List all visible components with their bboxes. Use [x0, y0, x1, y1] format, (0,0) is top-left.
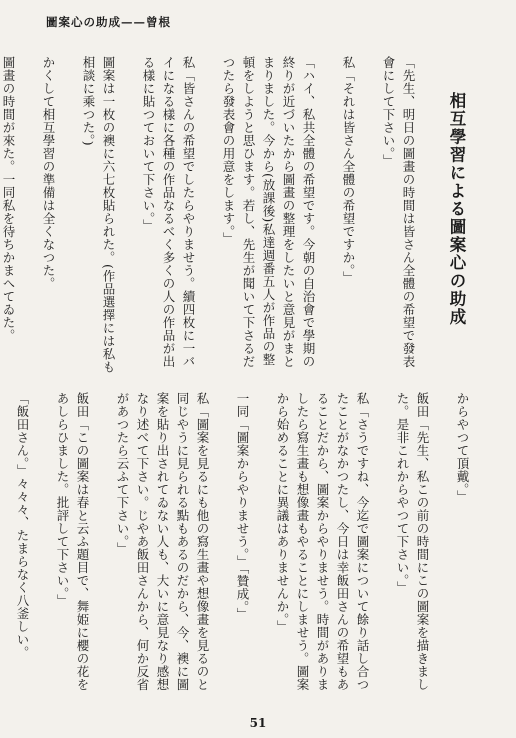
bottom-text-block	[15, 392, 492, 700]
paragraph: かくして相互學習の準備は全くなつた。	[41, 56, 56, 290]
paragraph: 「先生、明日の圖畫の時間は皆さん全體の希望で發表會にして下さい。」	[381, 56, 416, 368]
paragraph: 私「さうですね、今迄で圖案について餘り話し合つたことがなかつたし、今日は幸飯田さんの希望もあることだから、圖案からやりませう。時間がありましたら寫生畫も想像畫もやることにしませう。圖案から始めることに異議はありませんか。」	[275, 392, 370, 691]
running-head: 圖案心の助成——曾根	[46, 15, 171, 29]
paragraph: 私「圖案を見るにも他の寫生畫や想像畫を見るのと同じやうに見られる點もあるのだから、今、襖に圖案を貼り出されてゐない人も、大いに意見なり感想なり述べて下さい。じやあ飯田さんから、何か反省があつたら云ふて下さい。」	[115, 392, 210, 691]
paragraph: 飯田「先生、私この前の時間にこの圖案を描きました。是非これからやつて下さい。」	[395, 392, 430, 691]
paragraph: 圖案は一枚の襖に六七枚貼られた。(作品選擇には私も相談に乘つた。)	[81, 56, 116, 374]
paragraph: 「飯田さん。」々々々、たまらなく八釜しい。	[15, 392, 30, 659]
paragraph: 私「それは皆さん全體の希望ですか。」	[341, 56, 356, 284]
paragraph: 一同「圖案からやりませう。」「贊成。」	[235, 392, 250, 621]
paragraph: 飯田「この圖案は春と云ふ題目で、舞姫に櫻の花をあしらひました。批評して下さい。」	[55, 392, 90, 691]
paragraph: 私「皆さんの希望でしたらやりませう。續四枚に一バイになる樣に各種の作品なるべく多くの人の作品が出る樣に貼つておいて下さい。」	[141, 56, 196, 368]
paragraph: 「ハイ、私共全體の希望です。今朝の自治會で學期の終りが近づいたから圖畫の整理をしたいと意見がまとまりました。今から(放課後)私達週番五人が作品の整頓をしようと思ひます。若し、先生が聞いて下さるだつたら發表會の用意をします。」	[221, 56, 316, 368]
top-text-block	[1, 56, 438, 378]
paragraph: からやつて頂戴。」	[455, 392, 470, 503]
paragraph: 圖畫の時間が來た。一同私を待ちかまへてゐた。	[1, 56, 16, 342]
page-number: 51	[249, 716, 267, 730]
section-heading: 相互學習による圖案心の助成	[447, 92, 466, 326]
